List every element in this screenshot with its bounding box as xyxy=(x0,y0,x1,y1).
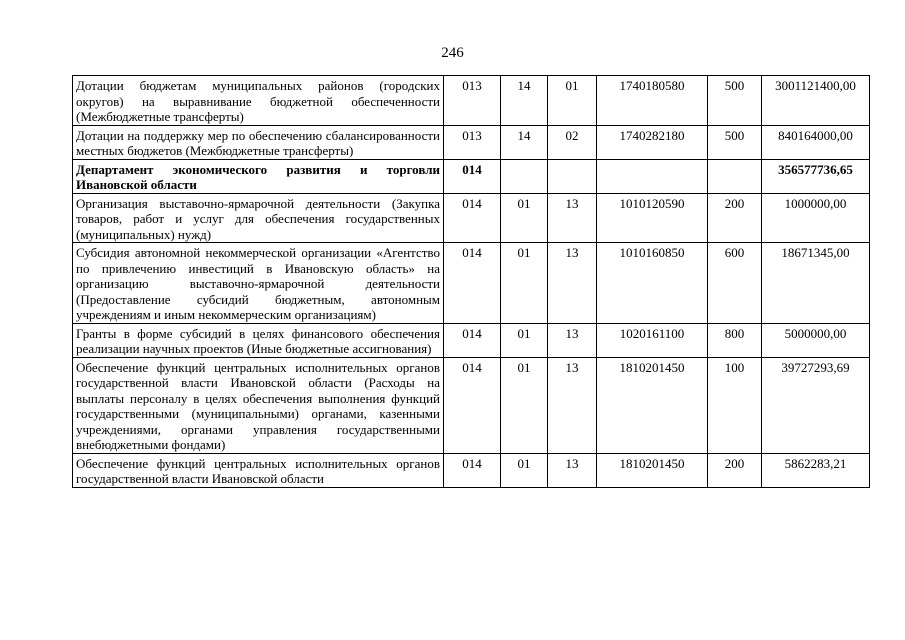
expense-type-cell: 500 xyxy=(708,125,762,159)
target-article-cell: 1010160850 xyxy=(597,243,708,324)
target-article-cell: 1810201450 xyxy=(597,453,708,487)
budget-table xyxy=(72,75,870,488)
section-code-cell xyxy=(501,159,548,193)
amount-cell: 5862283,21 xyxy=(762,453,870,487)
amount-cell: 840164000,00 xyxy=(762,125,870,159)
subsection-code-cell: 13 xyxy=(548,243,597,324)
amount-cell: 5000000,00 xyxy=(762,323,870,357)
ministry-code-cell: 013 xyxy=(444,76,501,126)
expense-name-cell: Дотации бюджетам муниципальных районов (городских округов) на выравнивание бюджетной обеспеченности (Межбюджетные трансферты) xyxy=(73,76,444,126)
subsection-code-cell: 02 xyxy=(548,125,597,159)
department-row xyxy=(73,159,870,193)
subsection-code-cell: 13 xyxy=(548,323,597,357)
table-row xyxy=(73,323,870,357)
expense-type-cell: 800 xyxy=(708,323,762,357)
target-article-cell: 1010120590 xyxy=(597,193,708,243)
ministry-code-cell: 014 xyxy=(444,243,501,324)
expense-name-cell: Гранты в форме субсидий в целях финансового обеспечения реализации научных проектов (Иные бюджетные ассигнования) xyxy=(73,323,444,357)
expense-type-cell: 200 xyxy=(708,193,762,243)
expense-name-cell: Обеспечение функций центральных исполнительных органов государственной власти Ивановской области xyxy=(73,453,444,487)
section-code-cell: 01 xyxy=(501,243,548,324)
section-code-cell: 14 xyxy=(501,125,548,159)
expense-name-cell: Субсидия автономной некоммерческой организации «Агентство по привлечению инвестиций в Ивановскую область» на организацию выставочно-ярмарочной деятельности (Предоставление субсидий бюджетным, автономным учреждениям и иным некоммерческим организациям) xyxy=(73,243,444,324)
target-article-cell: 1020161100 xyxy=(597,323,708,357)
ministry-code-cell: 013 xyxy=(444,125,501,159)
table-row xyxy=(73,357,870,453)
table-row xyxy=(73,453,870,487)
subsection-code-cell xyxy=(548,159,597,193)
section-code-cell: 01 xyxy=(501,357,548,453)
page-number: 246 xyxy=(441,45,464,61)
subsection-code-cell: 13 xyxy=(548,193,597,243)
section-code-cell: 01 xyxy=(501,453,548,487)
ministry-code-cell: 014 xyxy=(444,323,501,357)
subsection-code-cell: 01 xyxy=(548,76,597,126)
expense-type-cell: 500 xyxy=(708,76,762,126)
table-row xyxy=(73,243,870,324)
amount-cell: 3001121400,00 xyxy=(762,76,870,126)
subsection-code-cell: 13 xyxy=(548,357,597,453)
ministry-code-cell: 014 xyxy=(444,193,501,243)
table-row xyxy=(73,125,870,159)
ministry-code-cell: 014 xyxy=(444,357,501,453)
amount-cell: 39727293,69 xyxy=(762,357,870,453)
target-article-cell xyxy=(597,159,708,193)
target-article-cell: 1740282180 xyxy=(597,125,708,159)
amount-cell: 356577736,65 xyxy=(762,159,870,193)
amount-cell: 1000000,00 xyxy=(762,193,870,243)
expense-name-cell: Организация выставочно-ярмарочной деятельности (Закупка товаров, работ и услуг для обеспечения государственных (муниципальных) нужд) xyxy=(73,193,444,243)
department-name-cell: Департамент экономического развития и торговли Ивановской области xyxy=(73,159,444,193)
expense-name-cell: Обеспечение функций центральных исполнительных органов государственной власти Ивановской области (Расходы на выплаты персоналу в целях обеспечения выполнения функций государственными (муниципальными) органами, казенными учреждениями, органами управления государственными внебюджетными фондами) xyxy=(73,357,444,453)
ministry-code-cell: 014 xyxy=(444,159,501,193)
section-code-cell: 01 xyxy=(501,323,548,357)
expense-type-cell xyxy=(708,159,762,193)
subsection-code-cell: 13 xyxy=(548,453,597,487)
expense-name-cell: Дотации на поддержку мер по обеспечению сбалансированности местных бюджетов (Межбюджетные трансферты) xyxy=(73,125,444,159)
table-row xyxy=(73,76,870,126)
expense-type-cell: 600 xyxy=(708,243,762,324)
section-code-cell: 14 xyxy=(501,76,548,126)
target-article-cell: 1810201450 xyxy=(597,357,708,453)
amount-cell: 18671345,00 xyxy=(762,243,870,324)
expense-type-cell: 200 xyxy=(708,453,762,487)
expense-type-cell: 100 xyxy=(708,357,762,453)
target-article-cell: 1740180580 xyxy=(597,76,708,126)
ministry-code-cell: 014 xyxy=(444,453,501,487)
budget-table-body xyxy=(73,76,870,488)
table-row xyxy=(73,193,870,243)
section-code-cell: 01 xyxy=(501,193,548,243)
